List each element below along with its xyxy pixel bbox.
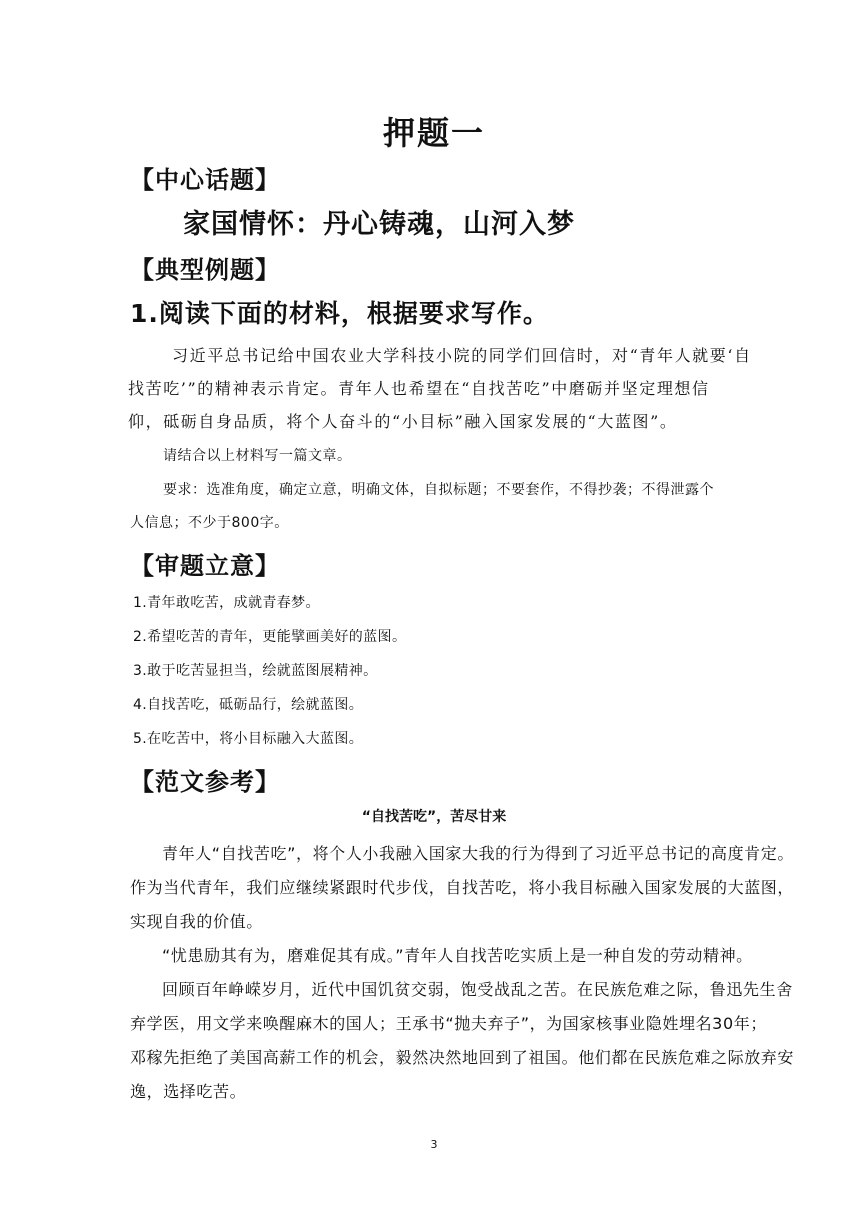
central-topic: 家国情怀：丹心铸魂，山河入梦 xyxy=(183,209,575,240)
essay-line: 作为当代青年，我们应继续紧跟时代步伐，自找苦吃，将小我目标融入国家发展的大蓝图， xyxy=(130,878,795,897)
requirement-line: 人信息；不少于800字。 xyxy=(130,515,289,531)
page-number: 3 xyxy=(430,1138,438,1151)
material-line: 找苦吃’”的精神表示肯定。青年人也希望在“自找苦吃”中磨砺并坚定理想信 xyxy=(128,379,710,398)
section-heading-sample: 【范文参考】 xyxy=(130,768,280,796)
essay-line: “忧患励其有为，磨难促其有成。”青年人自找苦吃实质上是一种自发的劳动精神。 xyxy=(162,946,753,965)
analysis-item: 2.希望吃苦的青年，更能擘画美好的蓝图。 xyxy=(133,629,407,645)
essay-line: 逸，选择吃苦。 xyxy=(130,1082,247,1101)
question-heading: 1.阅读下面的材料，根据要求写作。 xyxy=(130,299,549,328)
analysis-item: 3.敢于吃苦显担当，绘就蓝图展精神。 xyxy=(133,663,378,679)
page-title: 押题一 xyxy=(382,114,485,152)
section-heading-example: 【典型例题】 xyxy=(130,256,280,284)
material-line: 仰，砥砺自身品质，将个人奋斗的“小目标”融入国家发展的“大蓝图”。 xyxy=(128,412,678,431)
instruction-line: 请结合以上材料写一篇文章。 xyxy=(163,448,352,464)
analysis-item: 5.在吃苦中，将小目标融入大蓝图。 xyxy=(133,731,364,747)
material-line: 习近平总书记给中国农业大学科技小院的同学们回信时，对“青年人就要‘自 xyxy=(172,346,752,365)
section-heading-analysis: 【审题立意】 xyxy=(130,552,280,580)
essay-line: 弃学医，用文学来唤醒麻木的国人；王承书“抛夫弃子”，为国家核事业隐姓埋名30年； xyxy=(130,1014,767,1033)
section-heading-topic: 【中心话题】 xyxy=(130,166,280,194)
analysis-item: 4.自找苦吃，砥砺品行，绘就蓝图。 xyxy=(133,697,364,713)
essay-line: 实现自我的价值。 xyxy=(130,912,263,931)
essay-line: 回顾百年峥嵘岁月，近代中国饥贫交弱，饱受战乱之苦。在民族危难之际，鲁迅先生舍 xyxy=(162,980,793,999)
requirement-line: 要求：选准角度，确定立意，明确文体，自拟标题；不要套作，不得抄袭；不得泄露个 xyxy=(163,482,714,498)
essay-line: 邓稼先拒绝了美国高薪工作的机会，毅然决然地回到了祖国。他们都在民族危难之际放弃安 xyxy=(130,1048,795,1067)
essay-title: “自找苦吃”，苦尽甘来 xyxy=(361,809,507,825)
analysis-item: 1.青年敢吃苦，成就青春梦。 xyxy=(133,595,320,611)
essay-line: 青年人“自找苦吃”，将个人小我融入国家大我的行为得到了习近平总书记的高度肯定。 xyxy=(162,844,794,863)
